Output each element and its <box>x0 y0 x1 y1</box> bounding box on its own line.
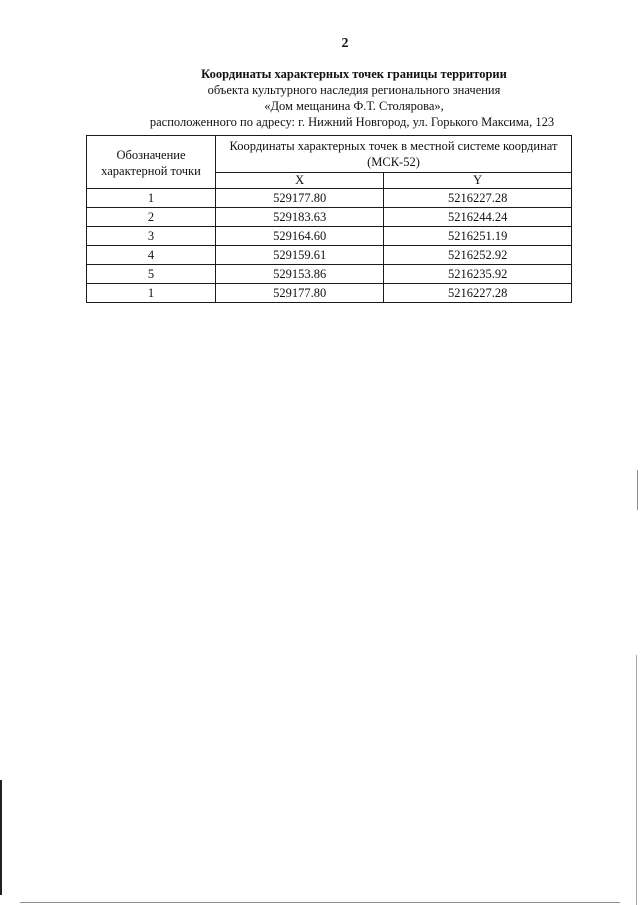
scan-artifact-bottom-edge <box>20 902 620 903</box>
heading-line-object: объекта культурного наследия регионального значения <box>207 83 501 97</box>
cell-y: 5216235.92 <box>384 265 572 284</box>
cell-point: 1 <box>87 189 216 208</box>
cell-x: 529153.86 <box>216 265 384 284</box>
cell-point: 3 <box>87 227 216 246</box>
cell-y: 5216252.92 <box>384 246 572 265</box>
scan-artifact-left-edge <box>0 780 2 895</box>
scan-artifact-right-edge-lower <box>636 655 637 905</box>
cell-x: 529164.60 <box>216 227 384 246</box>
header-point-designation: Обозначение характерной точки <box>87 136 216 189</box>
document-heading <box>0 66 640 130</box>
scan-artifact-right-edge <box>637 470 638 510</box>
cell-x: 529159.61 <box>216 246 384 265</box>
cell-x: 529177.80 <box>216 189 384 208</box>
cell-point: 2 <box>87 208 216 227</box>
page-number: 2 <box>341 36 349 51</box>
heading-title: Координаты характерных точек границы территории <box>201 67 507 81</box>
cell-y: 5216251.19 <box>384 227 572 246</box>
cell-x: 529183.63 <box>216 208 384 227</box>
header-y: Y <box>384 173 572 189</box>
header-x: X <box>216 173 384 189</box>
table-row <box>87 227 572 246</box>
header-coordinates: Координаты характерных точек в местной системе координат (МСК-52) <box>216 136 572 173</box>
table-row <box>87 265 572 284</box>
cell-x: 529177.80 <box>216 284 384 303</box>
heading-line-name: «Дом мещанина Ф.Т. Столярова», <box>264 99 444 113</box>
table-row <box>87 208 572 227</box>
cell-point: 4 <box>87 246 216 265</box>
cell-point: 1 <box>87 284 216 303</box>
coordinates-table <box>86 135 572 303</box>
cell-y: 5216244.24 <box>384 208 572 227</box>
table-row <box>87 189 572 208</box>
cell-point: 5 <box>87 265 216 284</box>
heading-line-address: расположенного по адресу: г. Нижний Новгород, ул. Горького Максима, 123 <box>149 115 555 129</box>
cell-y: 5216227.28 <box>384 189 572 208</box>
table-row <box>87 246 572 265</box>
table-row <box>87 284 572 303</box>
cell-y: 5216227.28 <box>384 284 572 303</box>
